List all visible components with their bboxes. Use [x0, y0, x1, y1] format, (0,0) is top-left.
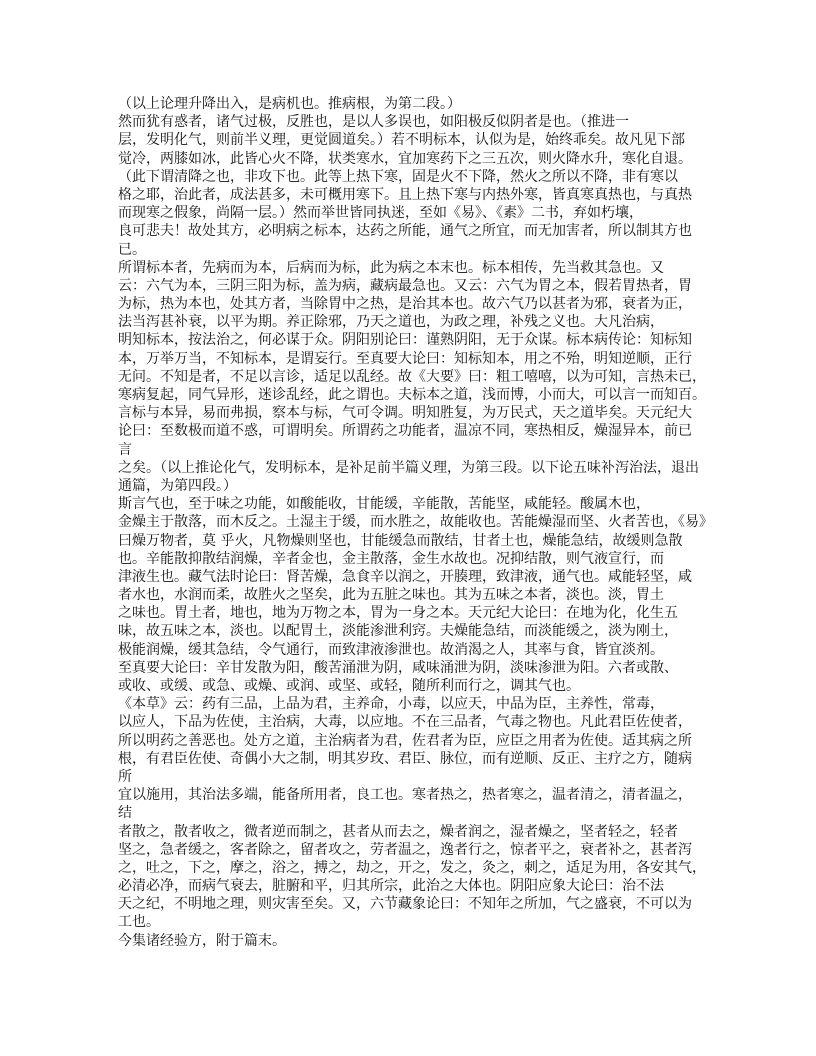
text-line: 必清必净，而病气衰去，脏腑和平，归其所宗，此治之大体也。阴阳应象大论曰：治不法 [118, 878, 664, 895]
text-line: 之，吐之，下之，摩之，浴之，搏之，劫之，开之，发之，灸之，刺之，适足为用，各安其气， [118, 859, 706, 876]
paragraph-standard-root [118, 113, 718, 259]
text-line: 也。辛能散抑散结润燥，辛者金也，金主散落，金生水故也。况抑结散，则气液宣行，而 [118, 550, 664, 567]
text-line: 为标，热为本也，处其方者，当除胃中之热，是治其本也。故六气乃以甚者为邪，衰者为正， [118, 296, 692, 313]
text-line: 宜以施用，其治法多端，能备所用者，良工也。寒者热之，热者寒之，温者清之，清者温之， [118, 787, 692, 804]
text-line: 无问。不知是者，不足以言诊，适足以乱经。故《大要》曰：粗工嘻嘻，以为可知，言热未已， [118, 368, 706, 385]
text-line: 所以明药之善恶也。处方之道，主治病者为君，佐君者为臣，应臣之用者为佐使。适其病之所 [118, 732, 692, 749]
text-line: 之矣。（以上推论化气，发明标本，是补足前半篇义理，为第三段。以下论五味补泻治法，退出 [118, 459, 699, 476]
text-line: 者散之，散者收之，微者逆而制之，甚者从而去之，燥者润之，湿者燥之，坚者轻之，轻者 [118, 823, 678, 840]
text-line: 所 [118, 768, 132, 785]
text-line: 言 [118, 441, 132, 458]
paragraph-materia-medica [118, 695, 718, 931]
text-line: 曰燥万物者，莫 乎火，凡物燥则坚也，甘能缓急而散结，甘者土也，燥能急结，故缓则急散 [118, 532, 683, 549]
text-line: 斯言气也，至于味之功能，如酸能收，甘能缓，辛能散，苦能坚，咸能轻。酸属木也， [118, 496, 650, 513]
text-line: 已。 [118, 241, 146, 258]
text-line: 格之耶，治此者，成法甚多，未可概用寒下。且上热下寒与内热外寒，皆真寒真热也，与真热 [118, 186, 692, 203]
text-line: 津液生也。藏气法时论曰：肾苦燥，急食辛以润之，开腠理，致津液，通气也。咸能轻坚，咸 [118, 568, 692, 585]
text-line: 《本草》云：药有三品，上品为君，主养命，小毒，以应天，中品为臣，主养性，常毒， [118, 696, 664, 713]
text-line: 坚之，急者缓之，客者除之，留者攻之，劳者温之，逸者行之，惊者平之，衰者补之，甚者泻 [118, 841, 692, 858]
paragraph-section-two-note [118, 95, 718, 113]
text-line: 金燥主于散落，而木反之。土湿主于缓，而水胜之，故能收也。苦能燥湿而坚、火者苦也，《易》 [118, 514, 713, 531]
text-line: （以上论理升降出入，是病机也。推病根，为第二段。） [118, 96, 461, 112]
text-line: 工也。 [118, 914, 160, 931]
text-line: 法当泻甚补衰，以平为期。养正除邪，乃天之道也，为政之理，补残之义也。大凡治病， [118, 314, 664, 331]
text-line: 之味也。胃土者，地也，地为万物之本，胃为一身之本。天元纪大论曰：在地为化，化生五 [118, 605, 678, 622]
text-line: 以应人，下品为佐使，主治病，大毒，以应地。不在三品者，气毒之物也。凡此君臣佐使者， [118, 714, 692, 731]
paragraph-closing-note [118, 932, 718, 950]
text-line: 通篇，为第四段。） [118, 477, 237, 494]
document-page [118, 95, 718, 950]
text-line: 论曰：至数极而道不惑，可谓明矣。所谓药之功能者，温凉不同，寒热相反，燥湿异本，前已 [118, 423, 692, 440]
text-line: 至真要大论曰：辛甘发散为阳，酸苦涌泄为阴，咸味涌泄为阴，淡味渗泄为阳。六者或散、 [118, 659, 678, 676]
text-line: 明知标本，按法治之，何必谋于众。阴阳别论曰：谨熟阴阳，无于众谋。标本病传论：知标知 [118, 332, 692, 349]
text-line: 觉冷，两膝如冰，此皆心火不降，状类寒水，宜加寒药下之三五次，则火降水升，寒化自退。 [118, 150, 692, 167]
text-line: 而现寒之假象，尚隔一层。）然而举世皆同执迷，至如《易》、《素》二书，弃如朽壤， [118, 205, 643, 222]
text-line: 者水也，水润而柔，故胜火之坚矣，此为五脏之味也。其为五味之本者，淡也。淡，胃土 [118, 587, 664, 604]
text-line: 极能润燥，缓其急结，令气通行，而致津液渗泄也。故消渴之人，其率与食，皆宜淡剂。 [118, 641, 664, 658]
text-line: 寒病复起，同气异形，迷诊乱经，此之谓也。夫标本之道，浅而博，小而大，可以言一而知百。 [118, 387, 706, 403]
paragraph-biao-ben [118, 259, 718, 495]
text-line: 或收、或缓、或急、或燥、或润、或坚、或轻，随所利而行之，调其气也。 [118, 678, 580, 694]
text-line: 云：六气为本，三阴三阳为标，盖为病，藏病最急也。又云：六气为胃之本，假若胃热者，胃 [118, 277, 692, 294]
text-line: 所谓标本者，先病而为本，后病而为标，此为病之本末也。标本相传，先当救其急也。又 [118, 259, 664, 276]
text-line: 根，有君臣佐使、奇偶小大之制，明其岁玫、君臣、脉位，而有逆顺、反正、主疗之方，随病 [118, 750, 692, 767]
paragraph-five-flavors [118, 495, 718, 695]
text-line: 然而犹有惑者，诸气过极，反胜也，是以人多误也，如阳极反似阴者是也。（推进一 [118, 114, 629, 131]
text-line: 结 [118, 805, 132, 822]
text-line: 天之纪，不明地之理，则灾害至矣。又，六节藏象论曰：不知年之所加，气之盛衰，不可以为 [118, 896, 692, 913]
text-line: 本，万举万当，不知标本，是谓妄行。至真要大论曰：知标知本，用之不殆，明知逆顺，正行 [118, 350, 692, 367]
text-line: 言标与本异，易而弗损，察本与标，气可令调。明知胜复，为万民式，天之道毕矣。天元纪大 [118, 405, 692, 422]
text-line: 味，故五味之本，淡也。以配胃土，淡能渗泄利窍。夫燥能急结，而淡能缓之，淡为刚土， [118, 623, 678, 640]
text-line: 良可悲夫！故处其方，必明病之标本，达药之所能，通气之所宜，而无加害者，所以制其方也 [118, 223, 692, 240]
text-line: 今集诸经验方，附于篇末。 [118, 932, 286, 949]
text-line: 层，发明化气，则前半义理，更觉圆道矣。）若不明标本，认似为是，始终乖矣。故凡见下部 [118, 132, 685, 149]
text-line: （此下谓清降之也，非攻下也。此等上热下寒，固是火不下降，然火之所以不降，非有寒以 [118, 168, 678, 185]
